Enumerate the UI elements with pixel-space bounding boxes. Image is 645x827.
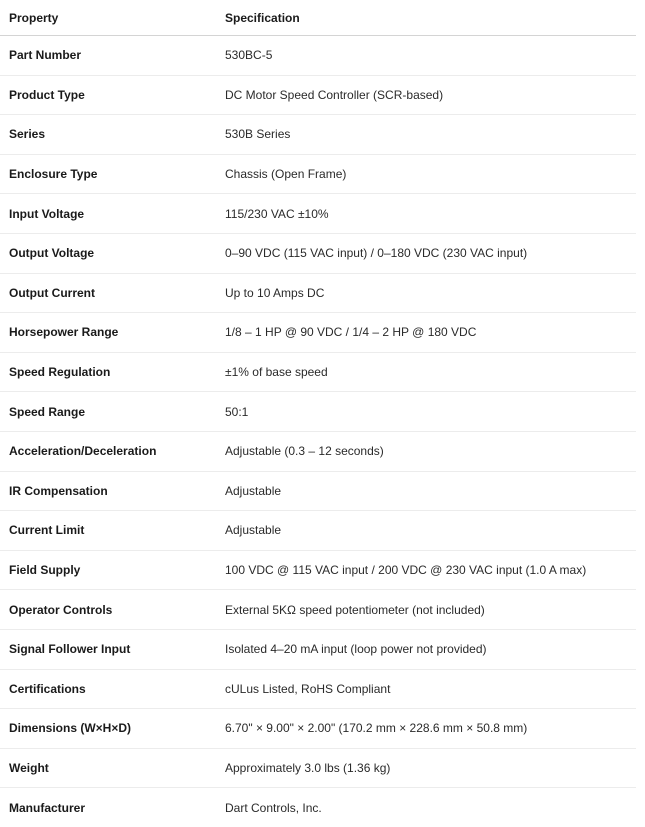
property-cell: Current Limit xyxy=(0,511,216,551)
column-header-specification: Specification xyxy=(216,0,636,36)
header-row xyxy=(0,0,636,36)
specification-cell: 530BC-5 xyxy=(216,36,636,76)
table-row xyxy=(0,154,636,194)
table-row xyxy=(0,392,636,432)
table-row xyxy=(0,431,636,471)
property-cell: Product Type xyxy=(0,75,216,115)
property-cell: Part Number xyxy=(0,36,216,76)
table-row xyxy=(0,511,636,551)
property-cell: Acceleration/Deceleration xyxy=(0,431,216,471)
property-cell: Dimensions (W×H×D) xyxy=(0,709,216,749)
specification-cell: 115/230 VAC ±10% xyxy=(216,194,636,234)
property-cell: Output Current xyxy=(0,273,216,313)
property-cell: Speed Regulation xyxy=(0,352,216,392)
specification-cell: ±1% of base speed xyxy=(216,352,636,392)
table-row xyxy=(0,629,636,669)
property-cell: Operator Controls xyxy=(0,590,216,630)
property-cell: Certifications xyxy=(0,669,216,709)
specification-cell: DC Motor Speed Controller (SCR-based) xyxy=(216,75,636,115)
table-row xyxy=(0,550,636,590)
property-cell: Weight xyxy=(0,748,216,788)
specification-cell: External 5KΩ speed potentiometer (not included) xyxy=(216,590,636,630)
specification-cell: Chassis (Open Frame) xyxy=(216,154,636,194)
table-row xyxy=(0,194,636,234)
property-cell: Speed Range xyxy=(0,392,216,432)
property-cell: Manufacturer xyxy=(9,800,86,815)
property-cell: Signal Follower Input xyxy=(0,629,216,669)
table-row xyxy=(0,233,636,273)
table-row xyxy=(0,75,636,115)
property-cell: Input Voltage xyxy=(0,194,216,234)
specification-cell: Up to 10 Amps DC xyxy=(216,273,636,313)
table-body xyxy=(0,36,636,827)
property-cell: Horsepower Range xyxy=(0,313,216,353)
table-row xyxy=(0,471,636,511)
table-row xyxy=(0,590,636,630)
specification-cell: cULus Listed, RoHS Compliant xyxy=(216,669,636,709)
property-cell: Series xyxy=(0,115,216,155)
table-row xyxy=(0,748,636,788)
table-row xyxy=(0,273,636,313)
specification-cell: 100 VDC @ 115 VAC input / 200 VDC @ 230 VAC input (1.0 A max) xyxy=(216,550,636,590)
table-row xyxy=(0,709,636,749)
property-cell: IR Compensation xyxy=(0,471,216,511)
property-cell: Enclosure Type xyxy=(0,154,216,194)
column-header-property: Property xyxy=(0,0,216,36)
property-cell: Field Supply xyxy=(0,550,216,590)
specification-cell: 6.70" × 9.00" × 2.00" (170.2 mm × 228.6 mm × 50.8 mm) xyxy=(216,709,636,749)
table-row xyxy=(0,36,636,76)
specification-cell: Isolated 4–20 mA input (loop power not provided) xyxy=(216,629,636,669)
property-cell: Output Voltage xyxy=(0,233,216,273)
specification-cell: Adjustable xyxy=(216,471,636,511)
specification-cell: 1/8 – 1 HP @ 90 VDC / 1/4 – 2 HP @ 180 VDC xyxy=(216,313,636,353)
specification-cell: 50:1 xyxy=(216,392,636,432)
table-row xyxy=(0,352,636,392)
specification-cell: Approximately 3.0 lbs (1.36 kg) xyxy=(216,748,636,788)
specification-cell: 0–90 VDC (115 VAC input) / 0–180 VDC (230 VAC input) xyxy=(216,233,636,273)
table-row xyxy=(0,788,636,827)
table-header xyxy=(0,0,636,36)
table-row xyxy=(0,313,636,353)
specification-cell: Adjustable (0.3 – 12 seconds) xyxy=(216,431,636,471)
table-row xyxy=(0,115,636,155)
specification-cell: Adjustable xyxy=(216,511,636,551)
specification-cell: 530B Series xyxy=(216,115,636,155)
specification-cell: Dart Controls, Inc. xyxy=(225,800,322,815)
table-row xyxy=(0,669,636,709)
